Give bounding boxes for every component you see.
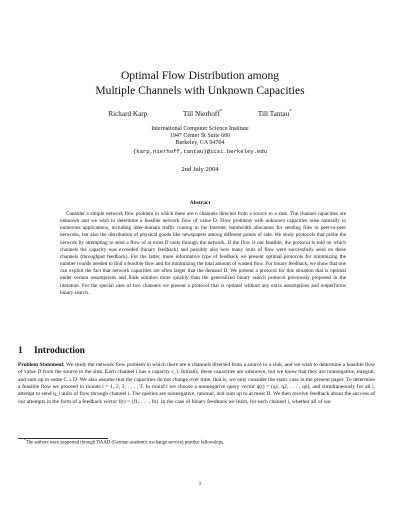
author-footnote-mark: * [219,109,223,115]
abstract-heading: Abstract [189,200,211,206]
section-number: 1 [18,346,23,356]
title-line-1: Optimal Flow Distribution among [120,69,280,82]
affiliation-line-3: Berkeley, CA 94704 [175,140,225,147]
intro-paragraph [18,362,375,406]
footnote-text: The authors were supported through DAAD (German academic exchange service) postdoc fellowships. [25,440,225,446]
title-line-2: Multiple Channels with Unknown Capacities [95,84,305,97]
section-heading [18,346,378,357]
affiliation-line-2: 1947 Center St Suite 600 [169,133,231,140]
author-name: Richard Karp [108,110,148,118]
footnote-mark: * [24,438,26,442]
author-name: Till Nierhoff [183,110,220,118]
section-title: Introduction [34,346,85,356]
affiliation-line-1: International Computer Science Institute [151,126,249,132]
paragraph-lead: Problem Statement. [18,362,65,368]
author [183,110,222,119]
author [258,110,292,119]
author-emails: {karp,nierhoff,tantau}@icsi.berkeley.edu [132,147,268,155]
author-list [0,110,400,119]
paper-title [0,68,400,98]
paragraph-text: We study the network flow problem in which there are n channels directed from a source to a sink, and we wish to determine a feasible flow of value D from the source to the sink. Each channel i has a capacity c_i. Initially, these capacities are unknown, but we know that they are nonnegative, integral, and sum up to some C ≥ D. We also assume that the capacities do not change over time, that is, we only consider the static case in the present paper. To determine a feasible flow we proceed in rounds t = 1, 2, 3, . . . , T. In round t we choose a nonnegative query vector q(t) = (q1, q2, . . . , qn), and simultaneously for all i, attempt to send q_i units of flow through channel i. The queries are nonnegative, rational, and sum up to at most D. We then receive feedback about the success of our attempts in the form of a feedback vector f(t) = (f1, . . . , fn). In the case of binary feedback we learn, for each channel i, whether all of our [18,362,376,405]
footnote-rule [18,438,108,439]
author-name: Till Tantau [257,110,290,118]
paper-date: 2nd July 2004 [181,166,219,173]
author-footnote-mark: * [289,109,292,115]
page-number: 1 [198,481,202,487]
footnote [24,440,374,447]
affiliation [0,126,400,155]
author [108,110,147,119]
abstract-body: Consider a simple network flow problem in which there are n channels directed from a source to a sink. The channel capacities are unknown and we wish to determine a feasible network flow of value D. Flow problems with unknown capacities arise naturally in numerous applications, including inter-domain traffic routing in the Internet, bandwidth allocation for sending files in peer-to-peer networks, but also the distribution of physical goods like newspapers among different points of sale. We study protocols that probe the network by attempting to send a flow of at most D units through the network. If the flow is not feasible, the protocol is told on which channels the capacity was exceeded (binary feedback) and possibly also how many units of flow were successfully send on these channels (throughput feedback). For the latter, more informative type of feedback we present optimal protocols for minimizing the number rounds needed to find a feasible flow and for minimizing the total amount of wasted flow. For binary feedback, we show that one can exploit the fact that network capacities are often larger that the demand D. We present a protocol for this situation that is optimal under certain assumptions and finds solution more quickly than the generalized binary search protocol previously proposed in the literature. For the special case of two channels we present a protocol that is optimal without any extra assumptions and outperforms binary search. [60,211,346,296]
